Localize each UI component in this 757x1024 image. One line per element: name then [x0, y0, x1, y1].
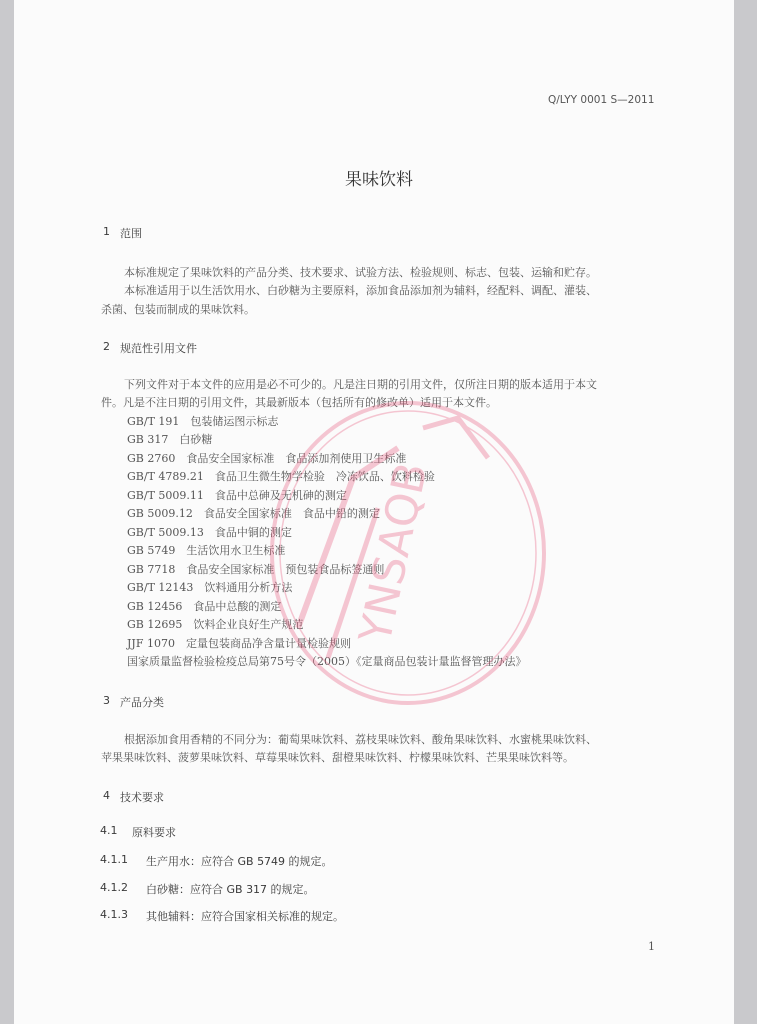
section-number: 2 [103, 340, 110, 353]
reference-item: GB 12456 食品中总酸的测定 [127, 600, 282, 613]
section-heading: 规范性引用文件 [120, 342, 197, 355]
section-heading: 范围 [120, 227, 142, 240]
paragraph-line: 根据添加食用香精的不同分为：葡萄果味饮料、荔枝果味饮料、酸角果味饮料、水蜜桃果味饮料、 [124, 733, 597, 746]
clause-number: 4.1.2 [100, 881, 128, 894]
clause-number: 4.1.1 [100, 853, 128, 866]
section-heading: 产品分类 [120, 696, 164, 709]
official-seal [258, 388, 558, 718]
paragraph-line: 苹果果味饮料、菠萝果味饮料、草莓果味饮料、甜橙果味饮料、柠檬果味饮料、芒果果味饮料等。 [101, 751, 574, 764]
clause-text: 其他辅料：应符合国家相关标准的规定。 [146, 910, 344, 923]
reference-item: GB/T 4789.21 食品卫生微生物学检验 冷冻饮品、饮料检验 [127, 470, 435, 483]
subsection-heading: 原料要求 [132, 826, 176, 839]
clause-number: 4.1.3 [100, 908, 128, 921]
reference-item: GB 2760 食品安全国家标准 食品添加剂使用卫生标准 [127, 452, 407, 465]
paragraph-line: 本标准适用于以生活饮用水、白砂糖为主要原料，添加食品添加剂为辅料，经配料、调配、灌装、 [124, 284, 597, 297]
paragraph-line: 杀菌、包装而制成的果味饮料。 [101, 303, 255, 316]
clause-text: 白砂糖：应符合 GB 317 的规定。 [146, 883, 315, 896]
section-heading: 技术要求 [120, 791, 164, 804]
paragraph-line: 件。凡是不注日期的引用文件，其最新版本（包括所有的修改单）适用于本文件。 [101, 396, 497, 409]
reference-item: GB 317 白砂糖 [127, 433, 213, 446]
reference-item: GB/T 5009.13 食品中铜的测定 [127, 526, 292, 539]
seal-code-text: YNSAQB [349, 458, 438, 648]
reference-item: GB/T 12143 饮料通用分析方法 [127, 581, 293, 594]
reference-item: 国家质量监督检验检疫总局第75号令（2005）《定量商品包装计量监督管理办法》 [127, 655, 527, 668]
reference-item: GB 7718 食品安全国家标准 预包装食品标签通则 [127, 563, 385, 576]
section-number: 1 [103, 225, 110, 238]
reference-item: GB 5749 生活饮用水卫生标准 [127, 544, 286, 557]
reference-item: GB 12695 饮料企业良好生产规范 [127, 618, 304, 631]
reference-item: GB 5009.12 食品安全国家标准 食品中铅的测定 [127, 507, 380, 520]
section-number: 4 [103, 789, 110, 802]
section-number: 3 [103, 694, 110, 707]
page-number: 1 [648, 940, 655, 953]
subsection-number: 4.1 [100, 824, 118, 837]
clause-text: 生产用水：应符合 GB 5749 的规定。 [146, 855, 333, 868]
reference-item: GB/T 5009.11 食品中总砷及无机砷的测定 [127, 489, 347, 502]
paragraph-line: 本标准规定了果味饮料的产品分类、技术要求、试验方法、检验规则、标志、包装、运输和贮存。 [124, 266, 597, 279]
reference-item: JJF 1070 定量包装商品净含量计量检验规则 [127, 637, 351, 650]
document-title: 果味饮料 [345, 170, 413, 190]
reference-item: GB/T 191 包装储运图示标志 [127, 415, 279, 428]
paragraph-line: 下列文件对于本文件的应用是必不可少的。凡是注日期的引用文件，仅所注日期的版本适用于本文 [124, 378, 597, 391]
document-code: Q/LYY 0001 S—2011 [548, 94, 655, 106]
